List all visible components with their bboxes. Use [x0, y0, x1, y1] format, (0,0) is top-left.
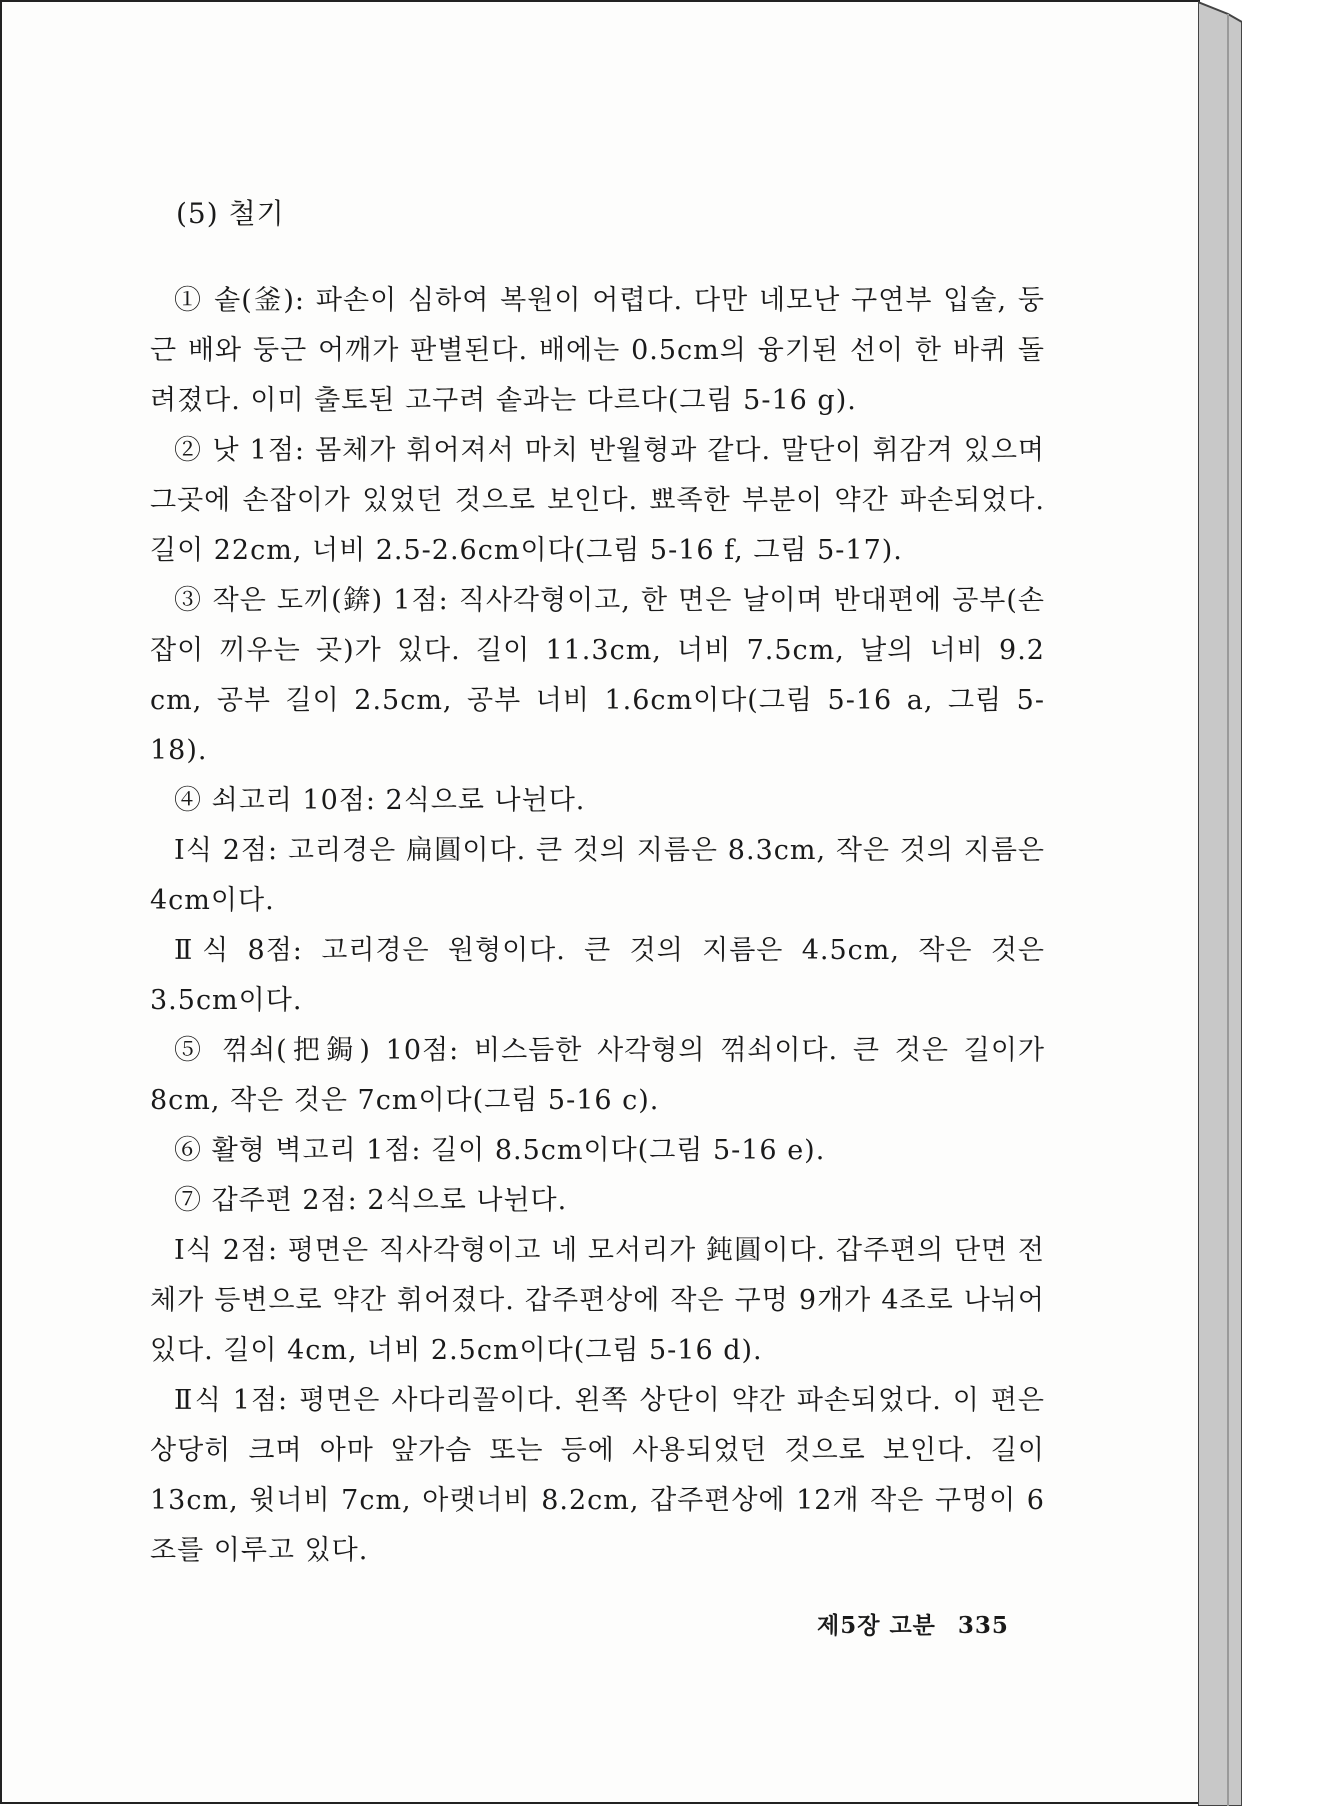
paragraph-iron-rings: ④ 쇠고리 10점: 2식으로 나뉜다.	[174, 785, 586, 816]
paragraph-sickle: ② 낫 1점: 몸체가 휘어져서 마치 반월형과 같다. 말단이 휘감겨 있으며 그곳에 손잡이가 있었던 것으로 보인다. 뾰족한 부분이 약간 파손되었다. 길이 22cm, 너비 2.5-2.6cm이다(그림 5-16 f, 그림 5-17).	[150, 435, 1045, 566]
paragraph-rings-type-1: Ⅰ식 2점: 고리경은 扁圓이다. 큰 것의 지름은 8.3cm, 작은 것의 지름은 4cm이다.	[150, 835, 1045, 916]
paragraph-armor-plates: ⑦ 갑주편 2점: 2식으로 나뉜다.	[174, 1185, 568, 1216]
page-stack-edge	[1198, 0, 1242, 1806]
paragraph-pot: ① 솥(釜): 파손이 심하여 복원이 어렵다. 다만 네모난 구연부 입술, 둥근 배와 둥근 어깨가 판별된다. 배에는 0.5cm의 융기된 선이 한 바퀴 돌려졌다. 이미 출토된 고구려 솥과는 다르다(그림 5-16 g).	[150, 285, 1045, 416]
paragraph-small-axe: ③ 작은 도끼(錛) 1점: 직사각형이고, 한 면은 날이며 반대편에 공부(손잡이 끼우는 곳)가 있다. 길이 11.3cm, 너비 7.5cm, 날의 너비 9.2 cm, 공부 길이 2.5cm, 공부 너비 1.6cm이다(그림 5-16 a, 그림 5-18).	[150, 585, 1045, 766]
section-heading: (5) 철기	[176, 197, 285, 230]
footer-chapter: 제5장 고분	[817, 1612, 936, 1639]
paragraph-wall-hook: ⑥ 활형 벽고리 1점: 길이 8.5cm이다(그림 5-16 e).	[174, 1135, 826, 1166]
paragraph-clamps: ⑤ 꺾쇠(把鋦) 10점: 비스듬한 사각형의 꺾쇠이다. 큰 것은 길이가 8cm, 작은 것은 7cm이다(그림 5-16 c).	[150, 1035, 1045, 1116]
page-footer	[817, 1607, 1009, 1640]
paragraph-armor-type-2: Ⅱ식 1점: 평면은 사다리꼴이다. 왼쪽 상단이 약간 파손되었다. 이 편은 상당히 크며 아마 앞가슴 또는 등에 사용되었던 것으로 보인다. 길이 13cm, 윗너비 7cm, 아랫너비 8.2cm, 갑주편상에 12개 작은 구멍이 6조를 이루고 있다.	[150, 1385, 1045, 1566]
page-number: 335	[957, 1612, 1009, 1639]
paragraph-rings-type-2: Ⅱ식 8점: 고리경은 원형이다. 큰 것의 지름은 4.5cm, 작은 것은 3.5cm이다.	[150, 935, 1045, 1016]
page-content	[150, 192, 1045, 1576]
paragraph-armor-type-1: Ⅰ식 2점: 평면은 직사각형이고 네 모서리가 鈍圓이다. 갑주편의 단면 전체가 등변으로 약간 휘어졌다. 갑주편상에 작은 구멍 9개가 4조로 나뉘어 있다. 길이 4cm, 너비 2.5cm이다(그림 5-16 d).	[150, 1235, 1045, 1366]
